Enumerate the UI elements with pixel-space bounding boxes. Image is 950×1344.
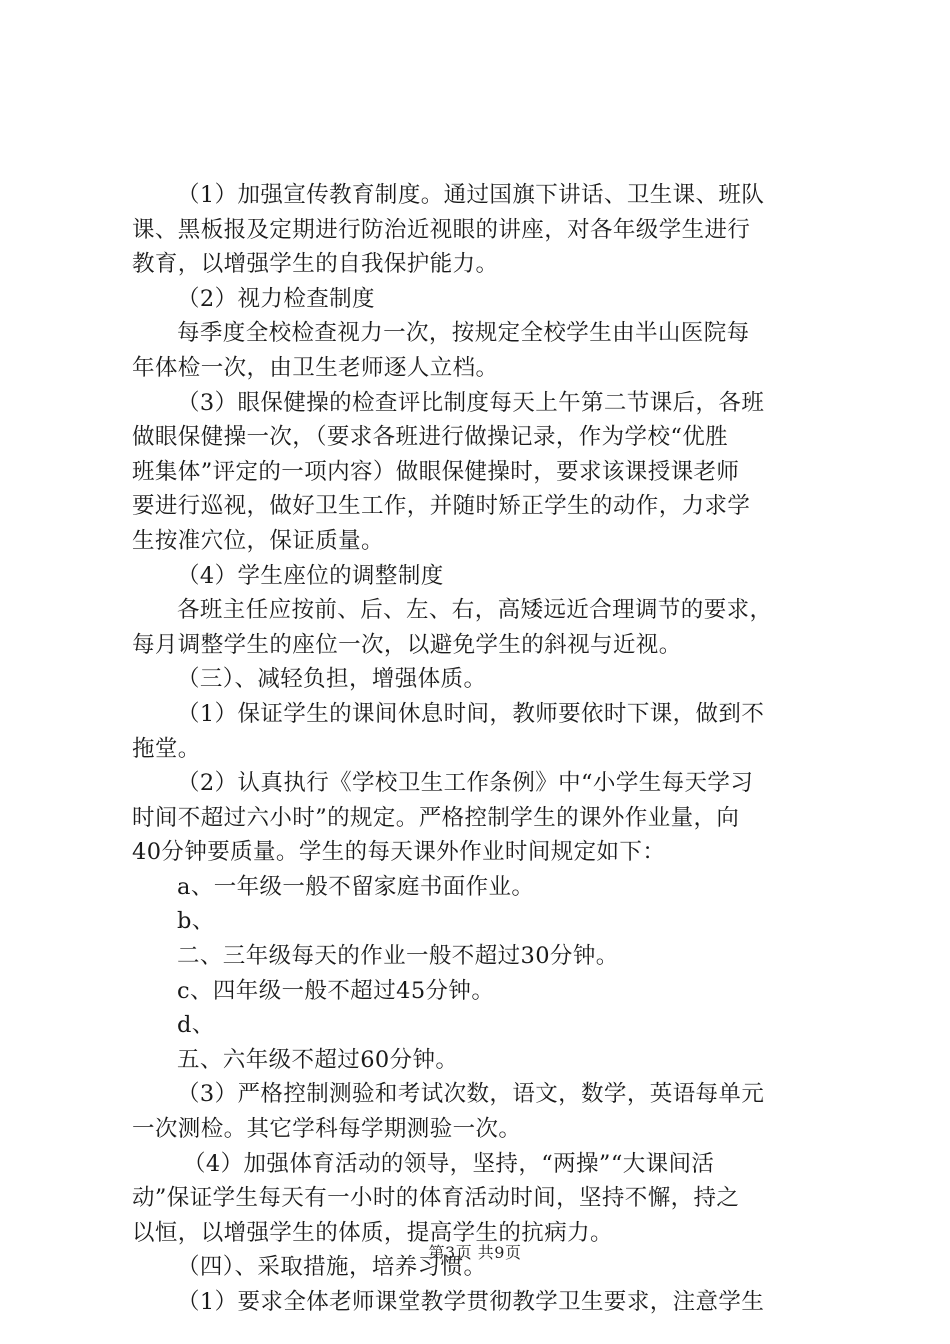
list-item: b、 (177, 908, 215, 935)
paragraph-line: （1）加强宣传教育制度。通过国旗下讲话、卫生课、班队 (177, 182, 765, 208)
section-heading: （三）、减轻负担，增强体质。 (177, 666, 487, 693)
paragraph-line: （3）严格控制测验和考试次数，语文，数学，英语每单元 (177, 1081, 765, 1108)
paragraph-line: （1）要求全体老师课堂教学贯彻教学卫生要求，注意学生 (177, 1289, 765, 1315)
paragraph-line: 每季度全校检查视力一次，按规定全校学生由半山医院每 (177, 320, 750, 347)
paragraph-line: 40分钟要质量。学生的每天课外作业时间规定如下： (132, 839, 666, 866)
section-heading: （四）、采取措施，培养习惯。 (177, 1254, 487, 1281)
paragraph-line: （4）学生座位的调整制度 (177, 562, 444, 589)
paragraph-line: 生按准穴位，保证质量。 (132, 527, 384, 554)
page-number-footer: 第3页 共9页 (428, 1243, 522, 1262)
paragraph-line: （1）保证学生的课间休息时间，教师要依时下课，做到不 (177, 700, 765, 727)
paragraph-line: 动”保证学生每天有一小时的体育活动时间，坚持不懈，持之 (132, 1185, 740, 1212)
paragraph-line: 做眼保健操一次，（要求各班进行做操记录，作为学校“优胜 (132, 424, 729, 451)
paragraph-line: （3）眼保健操的检查评比制度每天上午第二节课后，各班 (177, 389, 765, 416)
list-item: 二、三年级每天的作业一般不超过30分钟。 (177, 943, 619, 970)
paragraph-line: 一次测检。其它学科每学期测验一次。 (132, 1116, 522, 1143)
paragraph-line: 拖堂。 (132, 735, 201, 762)
paragraph-line: （2）认真执行《学校卫生工作条例》中“小学生每天学习 (177, 770, 754, 797)
paragraph-line: 课、黑板报及定期进行防治近视眼的讲座，对各年级学生进行 (132, 216, 751, 243)
paragraph-line: 年体检一次，由卫生老师逐人立档。 (132, 354, 499, 381)
list-item: a、一年级一般不留家庭书面作业。 (177, 873, 535, 900)
list-item: d、 (177, 1012, 215, 1039)
paragraph-line: 各班主任应按前、后、左、右，高矮远近合理调节的要求， (177, 597, 773, 624)
paragraph-line: 每月调整学生的座位一次，以避免学生的斜视与近视。 (132, 631, 682, 658)
paragraph-line: 以恒，以增强学生的体质，提高学生的抗病力。 (132, 1219, 613, 1246)
paragraph-line: 教育，以增强学生的自我保护能力。 (132, 251, 499, 278)
list-item: 五、六年级不超过60分钟。 (177, 1046, 459, 1073)
paragraph-line: 班集体”评定的一项内容）做眼保健操时，要求该课授课老师 (132, 458, 740, 485)
list-item: c、四年级一般不超过45分钟。 (177, 977, 495, 1004)
body-text (132, 178, 832, 1320)
paragraph-line: （4）加强体育活动的领导，坚持，“两操”“大课间活 (183, 1150, 715, 1177)
paragraph-line: （2）视力检查制度 (177, 285, 375, 312)
paragraph-line: 时间不超过六小时”的规定。严格控制学生的课外作业量，向 (132, 804, 740, 831)
paragraph-line: 要进行巡视，做好卫生工作，并随时矫正学生的动作，力求学 (132, 493, 751, 520)
